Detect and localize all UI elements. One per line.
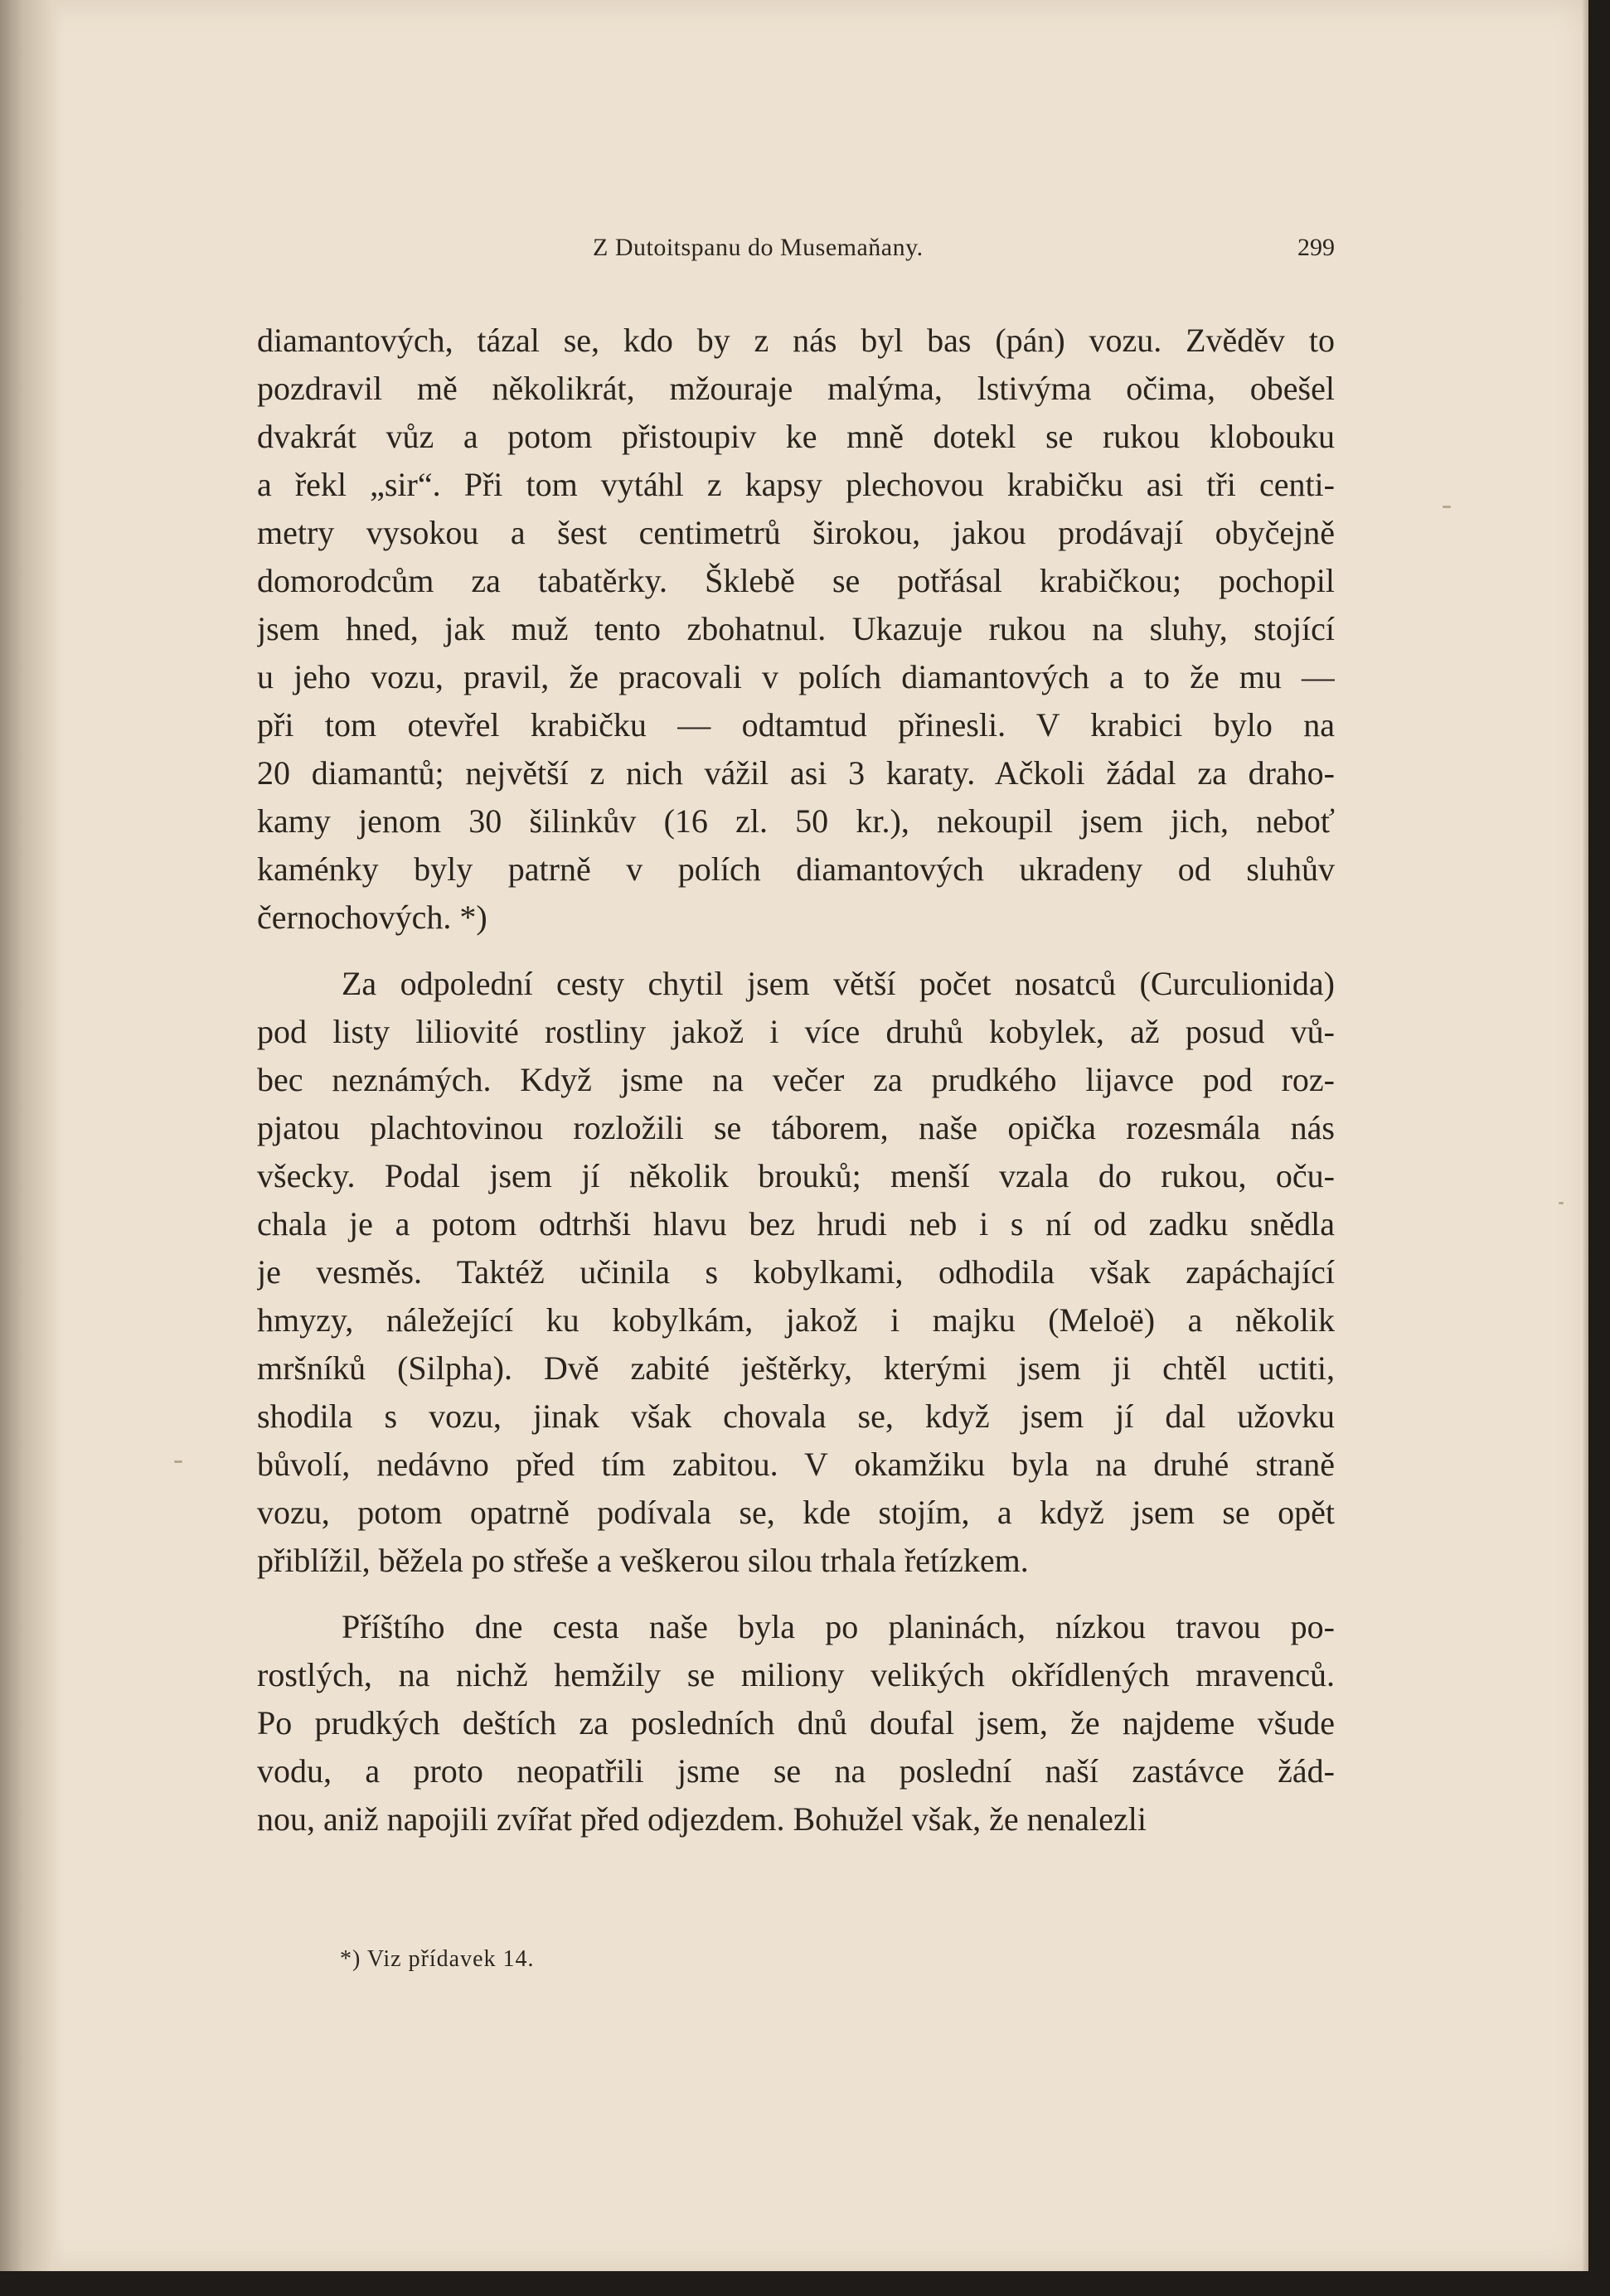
text-line: mršníků (Silpha). Dvě zabité ještěrky, kterými jsem ji chtěl uctiti, xyxy=(257,1349,1335,1387)
text-line: pjatou plachtovinou rozložili se táborem, naše opička rozesmála nás xyxy=(257,1109,1335,1146)
paper-speck xyxy=(1443,506,1451,508)
page-header xyxy=(257,234,1335,267)
text-line: bůvolí, nedávno před tím zabitou. V okamžiku byla na druhé straně xyxy=(257,1446,1335,1483)
text-line: černochových. *) xyxy=(257,899,487,936)
text-line: kaménky byly patrně v polích diamantových ukradeny od sluhův xyxy=(257,850,1335,888)
footnote: *) Viz přídavek 14. xyxy=(340,1946,535,1972)
text-line: u jeho vozu, pravil, že pracovali v polích diamantových a to že mu — xyxy=(257,658,1335,695)
text-line: dvakrát vůz a potom přistoupiv ke mně dotekl se rukou klobouku xyxy=(257,418,1335,455)
text-line: Za odpolední cesty chytil jsem větší počet nosatců (Curculionida) xyxy=(342,965,1335,1002)
page-edge xyxy=(1582,0,1588,2271)
binding-shadow xyxy=(0,0,65,2271)
text-line: při tom otevřel krabičku — odtamtud přinesli. V krabici bylo na xyxy=(257,706,1335,744)
text-line: bec neznámých. Když jsme na večer za prudkého lijavce pod roz- xyxy=(257,1061,1335,1098)
paragraph xyxy=(257,1603,1335,1843)
text-line: metry vysokou a šest centimetrů širokou, jakou prodávají obyčejně xyxy=(257,514,1335,551)
paragraph xyxy=(257,317,1335,942)
text-line: domorodcům za tabatěrky. Šklebě se potřásal krabičkou; pochopil xyxy=(257,562,1335,599)
text-line: hmyzy, náležející ku kobylkám, jakož i majku (Meloë) a několik xyxy=(257,1301,1335,1339)
text-line: a řekl „sir“. Při tom vytáhl z kapsy plechovou krabičku asi tři centi- xyxy=(257,466,1335,503)
paragraph xyxy=(257,960,1335,1585)
text-line: jsem hned, jak muž tento zbohatnul. Ukazuje rukou na sluhy, stojící xyxy=(257,610,1335,647)
text-line: chala je a potom odtrhši hlavu bez hrudi neb i s ní od zadku snědla xyxy=(257,1205,1335,1242)
paper-speck xyxy=(1559,1202,1564,1204)
text-line: shodila s vozu, jinak však chovala se, když jsem jí dal užovku xyxy=(257,1397,1335,1435)
text-line: vozu, potom opatrně podívala se, kde stojím, a když jsem se opět xyxy=(257,1494,1335,1531)
text-line: diamantových, tázal se, kdo by z nás byl bas (pán) vozu. Zvěděv to xyxy=(257,322,1335,359)
text-line: Příštího dne cesta naše byla po planinách, nízkou travou po- xyxy=(342,1608,1335,1645)
paragraph-gap xyxy=(257,942,1335,960)
paragraph-gap xyxy=(257,1585,1335,1603)
text-line: Po prudkých deštích za posledních dnů doufal jsem, že najdeme všude xyxy=(257,1704,1335,1741)
text-line: 20 diamantů; největší z nich vážil asi 3 karaty. Ačkoli žádal za draho- xyxy=(257,754,1335,792)
text-line: pod listy liliovité rostliny jakož i více druhů kobylek, až posud vů- xyxy=(257,1013,1335,1050)
text-line: kamy jenom 30 šilinkův (16 zl. 50 kr.), nekoupil jsem jich, neboť xyxy=(257,802,1335,840)
text-line: je vesměs. Taktéž učinila s kobylkami, odhodila však zapáchající xyxy=(257,1253,1335,1291)
text-line: vodu, a proto neopatřili jsme se na poslední naší zastávce žád- xyxy=(257,1752,1335,1790)
text-line: všecky. Podal jsem jí několik brouků; menší vzala do rukou, oču- xyxy=(257,1157,1335,1194)
page-number: 299 xyxy=(1297,234,1335,261)
paper-speck xyxy=(174,1460,182,1463)
running-title: Z Dutoitspanu do Musemaňany. xyxy=(593,234,924,261)
text-line: přiblížil, běžela po střeše a veškerou silou trhala řetízkem. xyxy=(257,1542,1029,1579)
text-line: nou, aniž napojili zvířat před odjezdem. Bohužel však, že nenalezli xyxy=(257,1800,1147,1838)
text-line: rostlých, na nichž hemžily se miliony velikých okřídlených mravenců. xyxy=(257,1656,1335,1693)
body-text xyxy=(257,317,1335,1843)
text-line: pozdravil mě několikrát, mžouraje malýma, lstivýma očima, obešel xyxy=(257,370,1335,407)
